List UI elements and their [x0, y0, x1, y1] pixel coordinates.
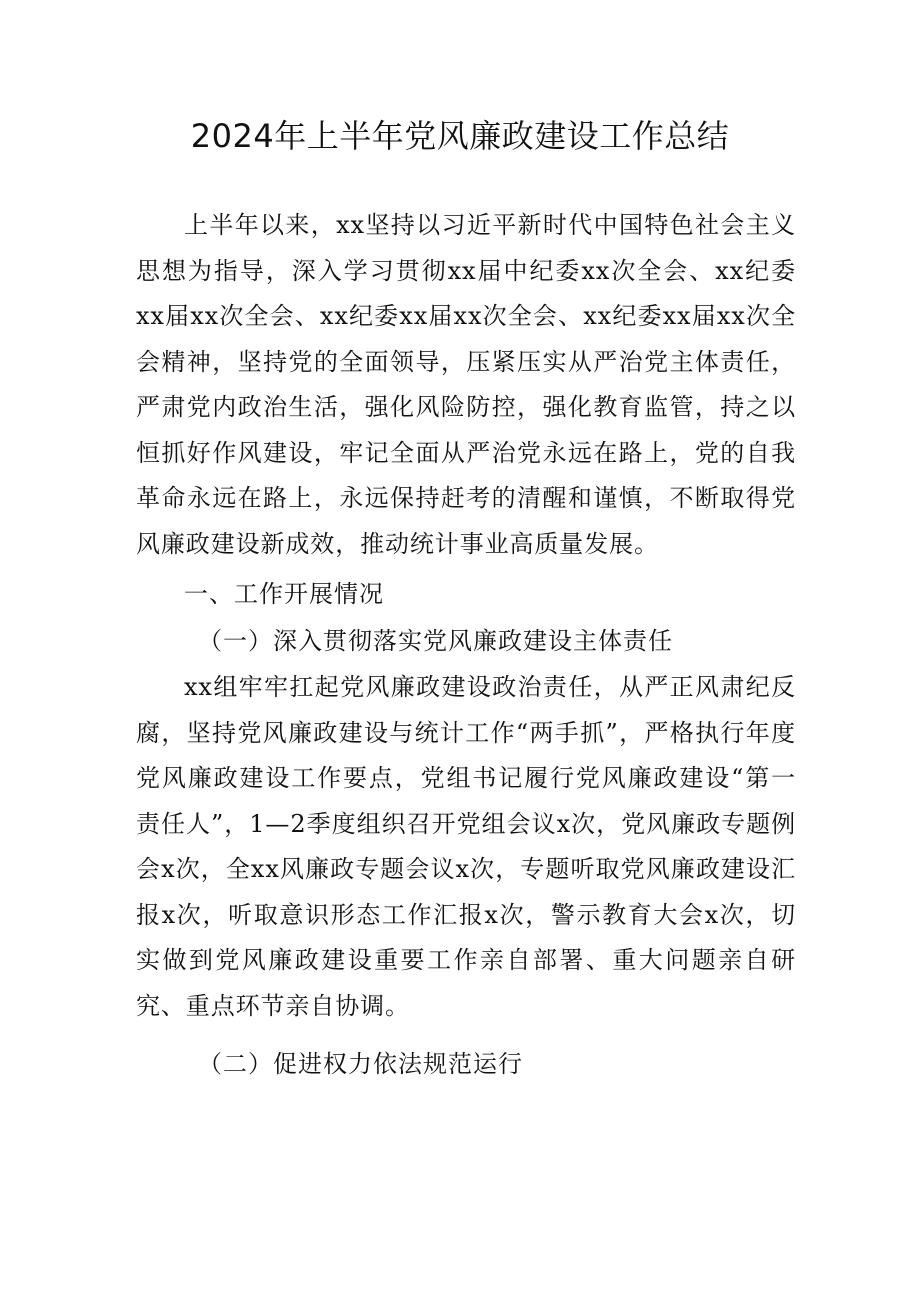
subsection-heading-power-regulation: （二）促进权力依法规范运行 — [198, 1050, 523, 1078]
intro-paragraph: 上半年以来，xx坚持以习近平新时代中国特色社会主义思想为指导，深入学习贯彻xx届中纪委xx次全会、xx纪委xx届xx次全会、xx纪委xx届xx次全会、xx纪委xx届xx次全会精神，坚持党的全面领导，压紧压实从严治党主体责任，严肃党内政治生活，强化风险防控，强化教育监管，持之以恒抓好作风建设，牢记全面从严治党永远在路上，党的自我革命永远在路上，永远保持赶考的清醒和谨慎，不断取得党风廉政建设新成效，推动统计事业高质量发展。 — [136, 211, 796, 558]
spacer — [136, 1029, 796, 1041]
subsection-1-paragraph: xx组牢牢扛起党风廉政建设政治责任，从严正风肃纪反腐，坚持党风廉政建设与统计工作“两手抓”，严格执行年度党风廉政建设工作要点，党组书记履行党风廉政建设“第一责任人”，1—2季度组织召开党组会议x次，党风廉政专题例会x次，全xx风廉政专题会议x次，专题听取党风廉政建设汇报x次，听取意识形态工作汇报x次，警示教育大会x次，切实做到党风廉政建设重要工作亲自部署、重大问题亲自研究、重点环节亲自协调。 — [136, 673, 796, 1020]
document-body — [136, 203, 796, 1088]
subsection-heading-main-responsibility: （一）深入贯彻落实党风廉政建设主体责任 — [198, 627, 673, 655]
document-title: 2024年上半年党风廉政建设工作总结 — [190, 117, 730, 155]
section-heading-work-progress: 一、工作开展情况 — [184, 580, 384, 608]
